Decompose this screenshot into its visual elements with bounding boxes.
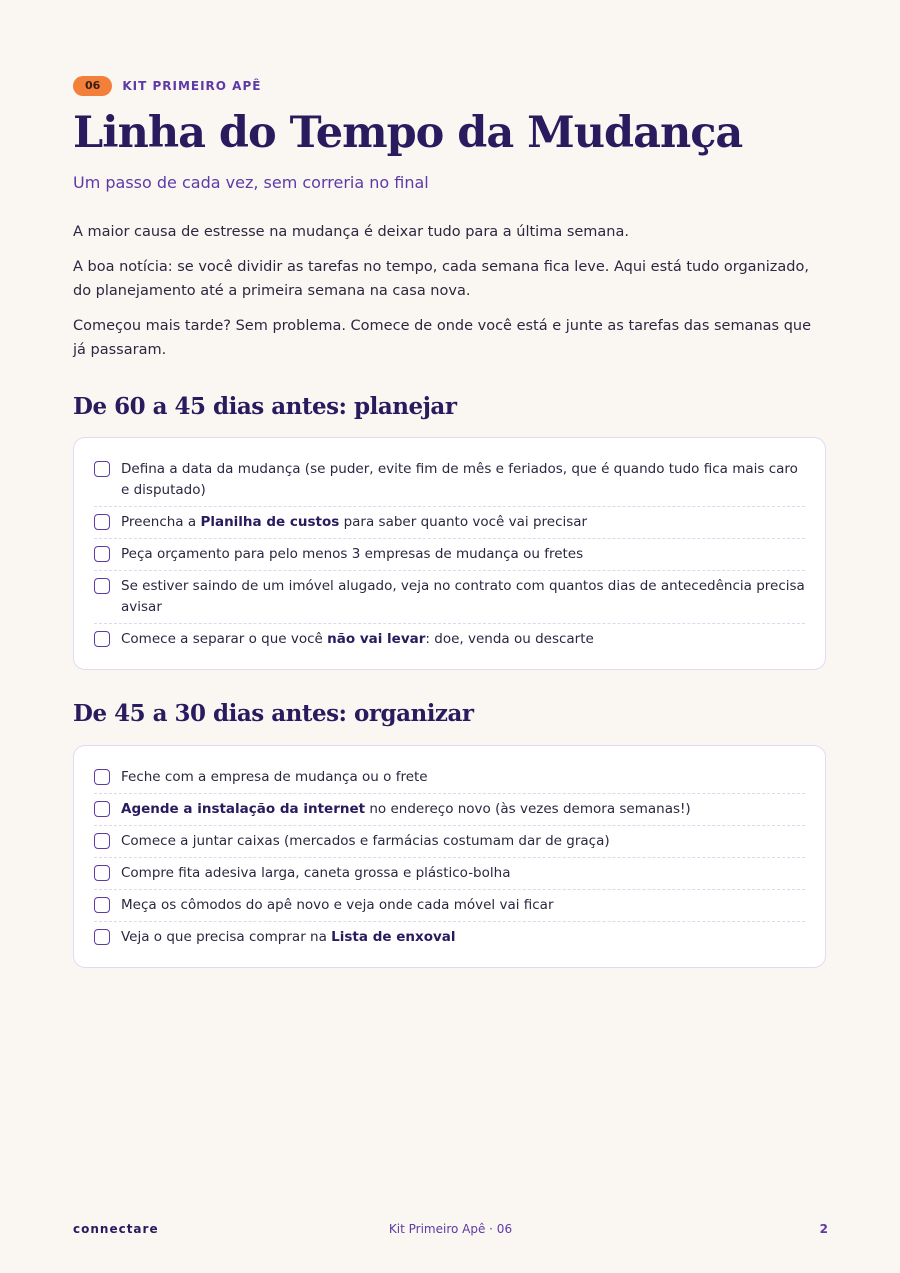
- checkbox[interactable]: [94, 929, 110, 945]
- checklist-item: [94, 762, 805, 794]
- checklist-item-text: Preencha a Planilha de custos para saber quanto você vai precisar: [121, 514, 588, 530]
- checklist-item: [94, 858, 805, 890]
- checklist-item-text: Veja o que precisa comprar na Lista de enxoval: [121, 929, 456, 945]
- checkbox[interactable]: [94, 461, 110, 477]
- checkbox[interactable]: [94, 546, 110, 562]
- page-subtitle: Um passo de cada vez, sem correria no final: [73, 173, 429, 192]
- checklist-item: [94, 454, 805, 507]
- checkbox[interactable]: [94, 578, 110, 594]
- checklist-item-text: Agende a instalação da internet no endereço novo (às vezes demora semanas!): [121, 801, 691, 817]
- intro: [73, 220, 828, 373]
- checklist-item: [94, 624, 805, 655]
- intro-paragraph: Começou mais tarde? Sem problema. Comece de onde você está e junte as tarefas das semanas que já passaram.: [73, 318, 812, 358]
- checkbox[interactable]: [94, 865, 110, 881]
- checkbox[interactable]: [94, 514, 110, 530]
- checkbox[interactable]: [94, 769, 110, 785]
- checklist-item-text: Peça orçamento para pelo menos 3 empresas de mudança ou fretes: [121, 546, 584, 562]
- checklist-item-text: Comece a separar o que você não vai levar: doe, venda ou descarte: [121, 631, 594, 647]
- checklist-item: [94, 539, 805, 571]
- brand-logo: connectare: [73, 1222, 159, 1236]
- checkbox[interactable]: [94, 631, 110, 647]
- section-title: De 45 a 30 dias antes: organizar: [73, 700, 474, 727]
- checklist-item: [94, 922, 805, 953]
- kicker: [73, 76, 261, 96]
- page-number: 2: [819, 1222, 828, 1236]
- checklist-item: [94, 826, 805, 858]
- checkbox[interactable]: [94, 897, 110, 913]
- checklist-card: [73, 745, 826, 968]
- checklist-item-text: Defina a data da mudança (se puder, evite fim de mês e feriados, que é quando tudo fica mais caro e disputado): [121, 461, 798, 498]
- checklist-card: [73, 437, 826, 670]
- checkbox[interactable]: [94, 833, 110, 849]
- checklist-item-text: Compre fita adesiva larga, caneta grossa e plástico-bolha: [121, 865, 511, 881]
- checklist-item-text: Comece a juntar caixas (mercados e farmácias costumam dar de graça): [121, 833, 610, 849]
- kicker-label: KIT PRIMEIRO APÊ: [122, 79, 262, 93]
- checklist-item-text: Meça os cômodos do apê novo e veja onde cada móvel vai ficar: [121, 897, 554, 913]
- footer: [73, 1222, 828, 1242]
- footer-title: Kit Primeiro Apê · 06: [388, 1222, 513, 1236]
- checkbox[interactable]: [94, 801, 110, 817]
- checklist-item-text: Se estiver saindo de um imóvel alugado, veja no contrato com quantos dias de antecedência precisa avisar: [121, 578, 805, 615]
- section-title: De 60 a 45 dias antes: planejar: [73, 393, 457, 420]
- checklist-item: [94, 507, 805, 539]
- intro-paragraph: A boa notícia: se você dividir as tarefas no tempo, cada semana fica leve. Aqui está tudo organizado, do planejamento até a primeira semana na casa nova.: [73, 259, 809, 299]
- checklist-item: [94, 890, 805, 922]
- checklist-item: [94, 794, 805, 826]
- checklist-item: [94, 571, 805, 624]
- checklist-item-text: Feche com a empresa de mudança ou o frete: [121, 769, 428, 785]
- intro-paragraph: A maior causa de estresse na mudança é deixar tudo para a última semana.: [73, 224, 629, 240]
- page-title: Linha do Tempo da Mudança: [73, 108, 743, 158]
- chapter-badge: 06: [73, 76, 112, 96]
